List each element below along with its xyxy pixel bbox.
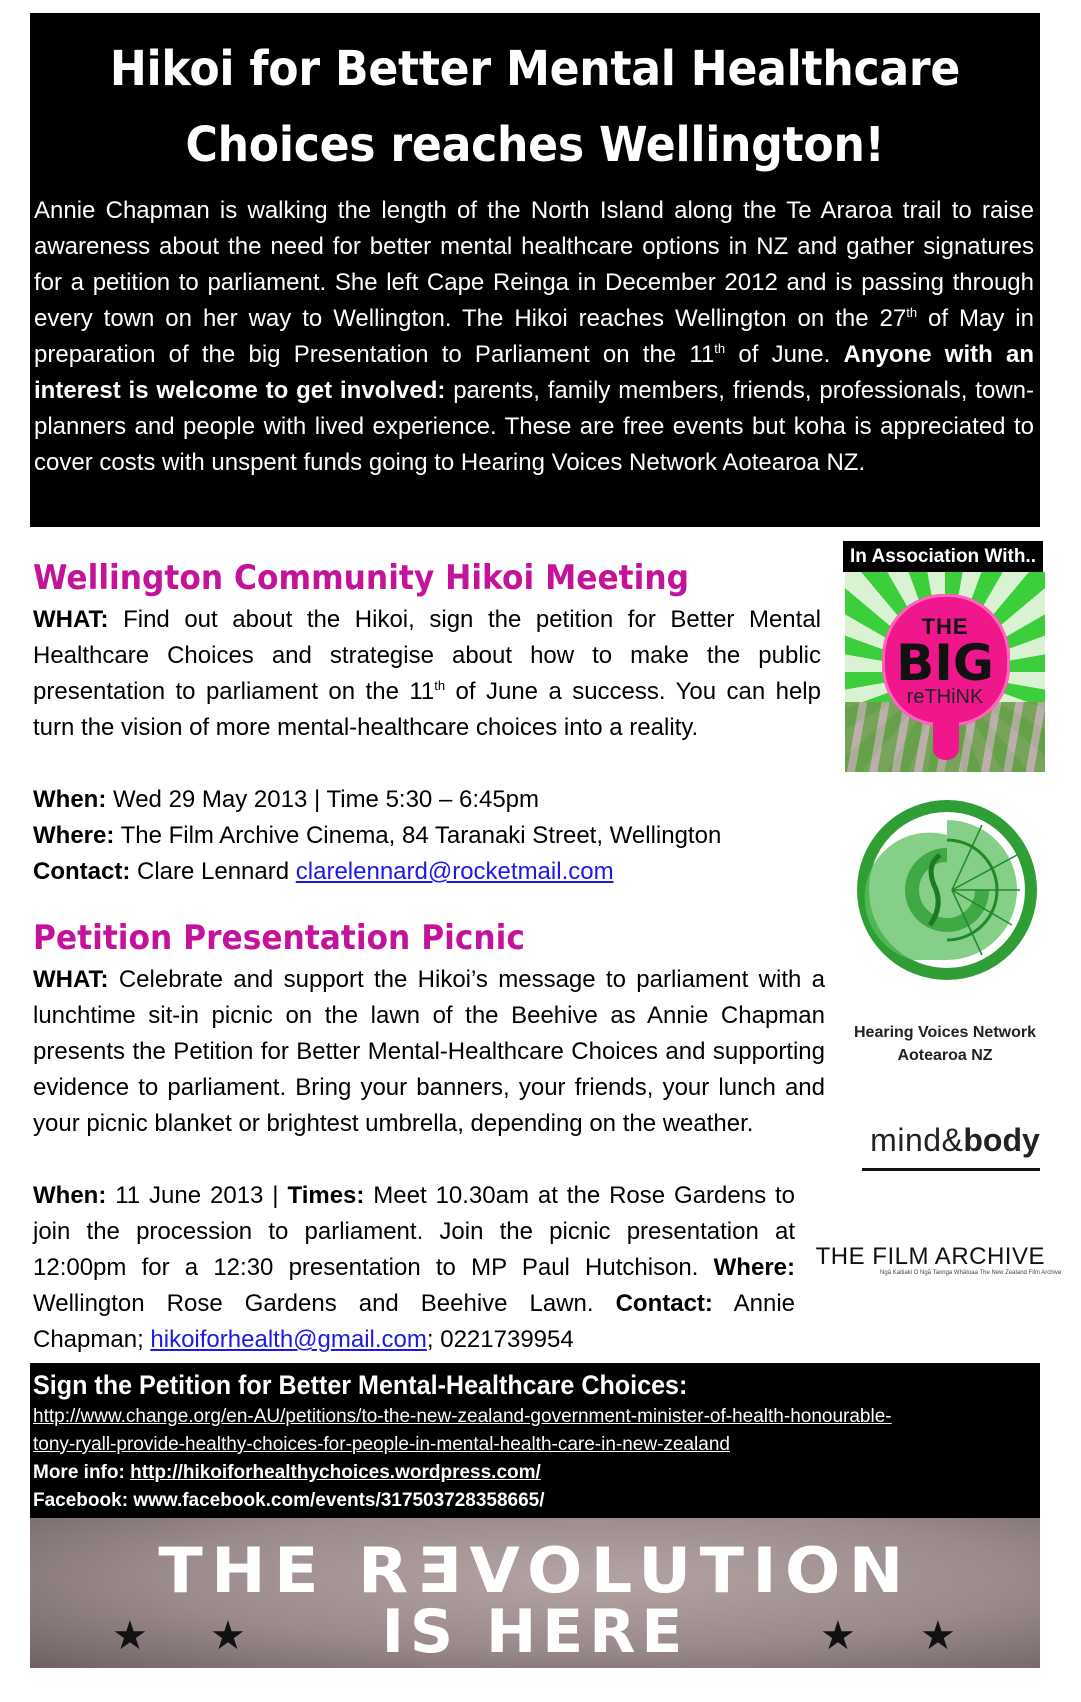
hearing-voices-spiral-logo-icon — [852, 795, 1042, 985]
logo-text-body: body — [963, 1122, 1040, 1158]
what-text: Celebrate and support the Hikoi’s message to parliament with a lunchtime sit-in picnic on the lawn of the Beehive as Annie Chapman presents the Petition for Better Mental-Healthcare Choices and supporting evidence to parliament. Bring your banners, your friends, your lunch and your picnic blanket or brightest umbrella, depending on the weather. — [33, 966, 825, 1137]
petition-url-line-2[interactable]: tony-ryall-provide-healthy-choices-for-people-in-mental-health-care-in-new-zealand — [33, 1434, 730, 1455]
intro-text-1: Annie Chapman is walking the length of the North Island along the Te Araroa trail to raise awareness about the need for better mental healthcare options in NZ and gather signatures for a petition to parliament. She left Cape Reinga in December 2012 and is passing through every town on her way to Wellington. The Hikoi reaches Wellington on the 27 — [34, 197, 1034, 332]
contact-label: Contact: — [615, 1290, 713, 1317]
hvn-caption-line-1: Hearing Voices Network — [854, 1024, 1036, 1041]
contact-label: Contact: — [33, 858, 131, 885]
petition-box — [30, 1363, 1040, 1518]
intro-paragraph — [34, 193, 1034, 481]
facebook-line — [33, 1487, 545, 1515]
star-icon: ★ — [920, 1614, 956, 1658]
banner-line-2: IS HERE — [381, 1597, 689, 1667]
meeting-contact — [33, 854, 614, 890]
picnic-what — [33, 962, 825, 1142]
logo-underline — [862, 1168, 1040, 1171]
more-info-link[interactable]: http://hikoiforhealthychoices.wordpress.com/ — [130, 1462, 541, 1483]
logo-text-big: BIG — [896, 634, 994, 692]
logo-text-rethink: reTHiNK — [906, 686, 984, 708]
meeting-when — [33, 782, 539, 818]
intro-bold-callout: Anyone with an interest is welcome to get involved: — [34, 341, 1034, 404]
star-icon: ★ — [112, 1614, 148, 1658]
contact-name: Clare Lennard — [130, 858, 296, 885]
superscript: th — [434, 678, 446, 693]
superscript: th — [906, 305, 918, 320]
when-label: When: — [33, 1182, 107, 1209]
meeting-section-title: Wellington Community Hikoi Meeting — [33, 558, 690, 598]
film-archive-subtitle: Ngā Kaitiaki O Ngā Taonga Whātoaa The New Zealand Film Archive — [880, 1270, 1062, 1276]
star-icon: ★ — [210, 1614, 246, 1658]
contact-email-link[interactable]: hikoiforhealth@gmail.com — [150, 1326, 427, 1353]
petition-title: Sign the Petition for Better Mental-Healthcare Choices: — [33, 1370, 688, 1400]
picnic-details — [33, 1178, 795, 1358]
logo-text-mind: mind& — [870, 1122, 964, 1158]
what-label: WHAT: — [33, 606, 109, 633]
title-line-1: Hikoi for Better Mental Healthcare — [109, 41, 961, 97]
superscript: th — [714, 341, 726, 356]
banner-line-1: THE RƎVOLUTION — [158, 1534, 912, 1607]
logo-text-the: THE — [921, 614, 969, 639]
association-label: In Association With.. — [843, 541, 1043, 572]
times-label: Times: — [287, 1182, 365, 1209]
what-label: WHAT: — [33, 966, 109, 993]
intro-text-4: parents, family members, friends, professionals, town-planners and people with lived experience. These are free events but koha is appreciated to cover costs with unspent funds going to Hearing Voices Network Aotearoa NZ. — [34, 377, 1034, 476]
intro-text-3: of June. — [725, 341, 844, 368]
intro-text-2: of May in preparation of the big Presentation to Parliament on the 11 — [34, 305, 1034, 368]
when-label: When: — [33, 786, 107, 813]
hvn-caption-line-2: Aotearoa NZ — [897, 1047, 993, 1064]
mind-and-body-logo — [860, 1120, 1050, 1160]
meeting-where — [33, 818, 721, 854]
facebook-url: www.facebook.com/events/317503728358665/ — [133, 1490, 545, 1511]
facebook-label: Facebook: — [33, 1490, 134, 1511]
picnic-section-title: Petition Presentation Picnic — [33, 918, 525, 958]
where-label: Where: — [713, 1254, 795, 1281]
when-value: 11 June 2013 | — [106, 1182, 288, 1209]
contact-phone: ; 0221739954 — [426, 1326, 574, 1353]
intro-box — [30, 13, 1040, 527]
meeting-what — [33, 602, 821, 746]
title-line-2: Choices reaches Wellington! — [185, 117, 885, 173]
times-value: Meet 10.30am at the Rose Gardens to join the procession to parliament. Join the picnic presentation at 12:00pm for a 12:30 presentation to MP Paul Hutchison. — [33, 1182, 796, 1281]
where-label: Where: — [33, 822, 115, 849]
more-info-label: More info: — [33, 1462, 131, 1483]
contact-email-link[interactable]: clarelennard@rocketmail.com — [295, 858, 614, 885]
hearing-voices-caption — [835, 1021, 1055, 1067]
star-icon: ★ — [820, 1614, 856, 1658]
where-value: Wellington Rose Gardens and Beehive Lawn. — [33, 1290, 616, 1317]
big-rethink-logo — [845, 572, 1045, 772]
revolution-banner — [30, 1518, 1040, 1668]
contact-name: Annie Chapman; — [33, 1290, 795, 1353]
when-value: Wed 29 May 2013 | Time 5:30 – 6:45pm — [106, 786, 540, 813]
film-archive-logo: THE FILM ARCHIVE — [815, 1243, 1045, 1270]
what-text-1: Find out about the Hikoi, sign the petition for Better Mental Healthcare Choices and strategise about how to make the public presentation to parliament on the 11 — [33, 606, 821, 705]
brain-stem-icon — [933, 720, 959, 760]
petition-url-line-1[interactable]: http://www.change.org/en-AU/petitions/to-the-new-zealand-government-minister-of-health-honourable- — [33, 1406, 892, 1427]
more-info-line — [33, 1459, 541, 1487]
where-value: The Film Archive Cinema, 84 Taranaki Street, Wellington — [114, 822, 722, 849]
page-title — [70, 31, 999, 183]
what-text-2: of June a success. You can help turn the vision of more mental-healthcare choices into a reality. — [33, 678, 821, 741]
